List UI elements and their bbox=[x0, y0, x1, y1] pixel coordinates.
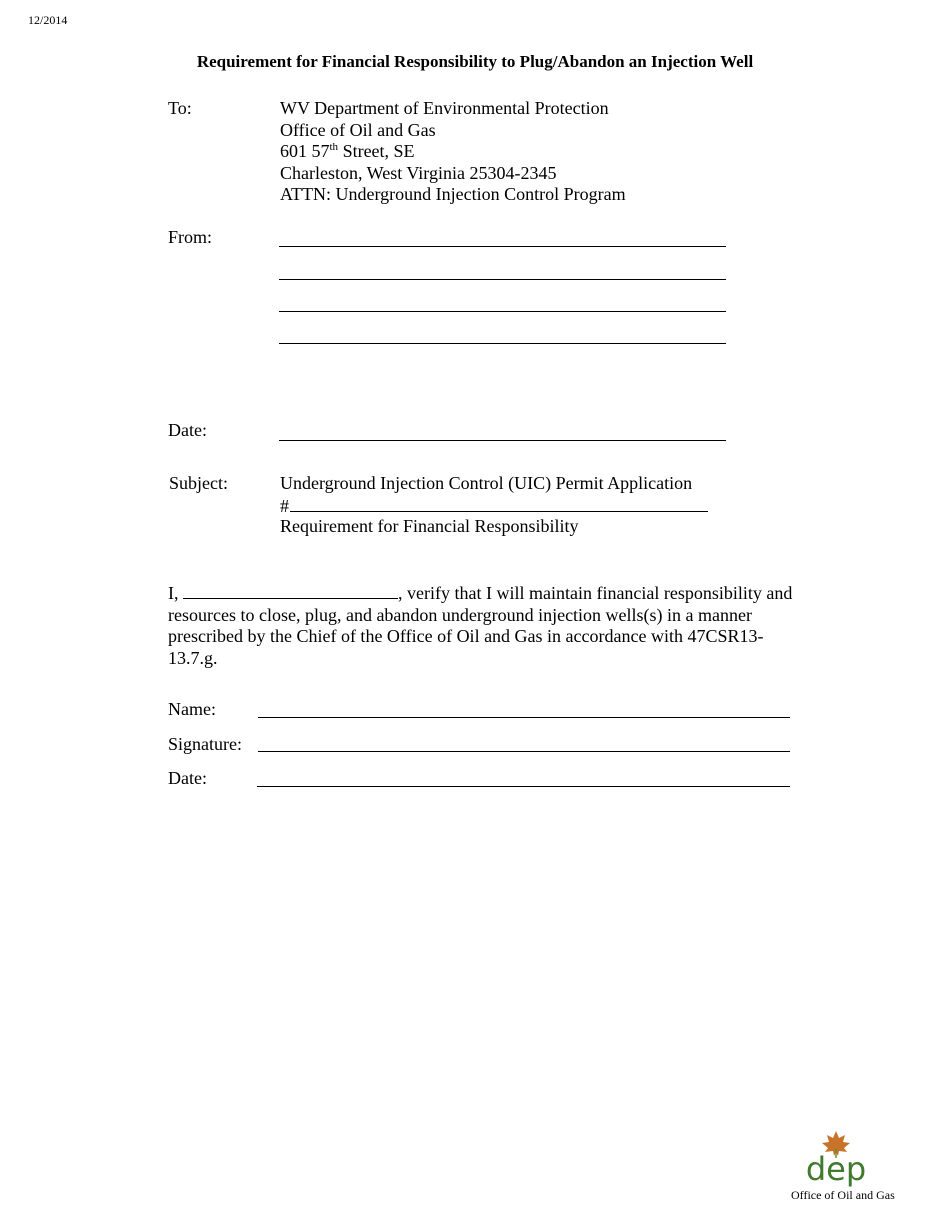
verifier-name-blank[interactable] bbox=[183, 581, 398, 599]
form-revision-date: 12/2014 bbox=[28, 13, 68, 27]
subject-line-1: Underground Injection Control (UIC) Permit Application bbox=[280, 473, 693, 493]
permit-number-field[interactable] bbox=[290, 495, 708, 512]
name-label: Name: bbox=[168, 699, 216, 719]
to-address-line-2: Office of Oil and Gas bbox=[280, 119, 436, 140]
page-title: Requirement for Financial Responsibility to Plug/Abandon an Injection Well bbox=[196, 52, 754, 71]
signature-date-label: Date: bbox=[168, 768, 207, 788]
name-line[interactable] bbox=[258, 717, 790, 718]
dep-logo bbox=[803, 1128, 869, 1188]
date-line[interactable] bbox=[279, 440, 726, 441]
subject-line-3: Requirement for Financial Responsibility bbox=[280, 516, 579, 536]
signature-line[interactable] bbox=[258, 751, 790, 752]
to-address bbox=[280, 98, 626, 206]
from-line-4[interactable] bbox=[279, 343, 726, 344]
hash-sign: # bbox=[280, 496, 289, 516]
to-address-line-4: Charleston, West Virginia 25304-2345 bbox=[280, 162, 557, 183]
to-address-line-5: ATTN: Underground Injection Control Program bbox=[280, 184, 626, 204]
from-label: From: bbox=[168, 227, 213, 247]
to-label: To: bbox=[168, 98, 192, 118]
to-address-line-3 bbox=[280, 141, 626, 163]
logo-wordmark: dep bbox=[805, 1150, 867, 1188]
signature-date-line[interactable] bbox=[257, 786, 790, 787]
street-name: Street, SE bbox=[338, 141, 415, 161]
statement-prefix: I, bbox=[168, 583, 179, 603]
permit-number-row bbox=[280, 495, 708, 517]
from-line-2[interactable] bbox=[279, 279, 726, 280]
from-line-1[interactable] bbox=[279, 246, 726, 247]
statement-body: , verify that I will maintain financial responsibility and resources to close, plug, and abandon underground injection wells(s) in a manner prescribed by the Chief of the Office of Oil and Gas in accordance with 47CSR13-13.7.g. bbox=[168, 583, 793, 668]
street-suffix: th bbox=[329, 141, 339, 153]
to-address-line-1: WV Department of Environmental Protection bbox=[280, 98, 609, 118]
logo-caption: Office of Oil and Gas bbox=[791, 1188, 895, 1202]
subject-label: Subject: bbox=[169, 473, 228, 493]
from-line-3[interactable] bbox=[279, 311, 726, 312]
verification-statement bbox=[168, 581, 793, 669]
date-label: Date: bbox=[168, 420, 207, 440]
signature-label: Signature: bbox=[168, 734, 242, 754]
street-number: 601 57 bbox=[280, 141, 330, 161]
